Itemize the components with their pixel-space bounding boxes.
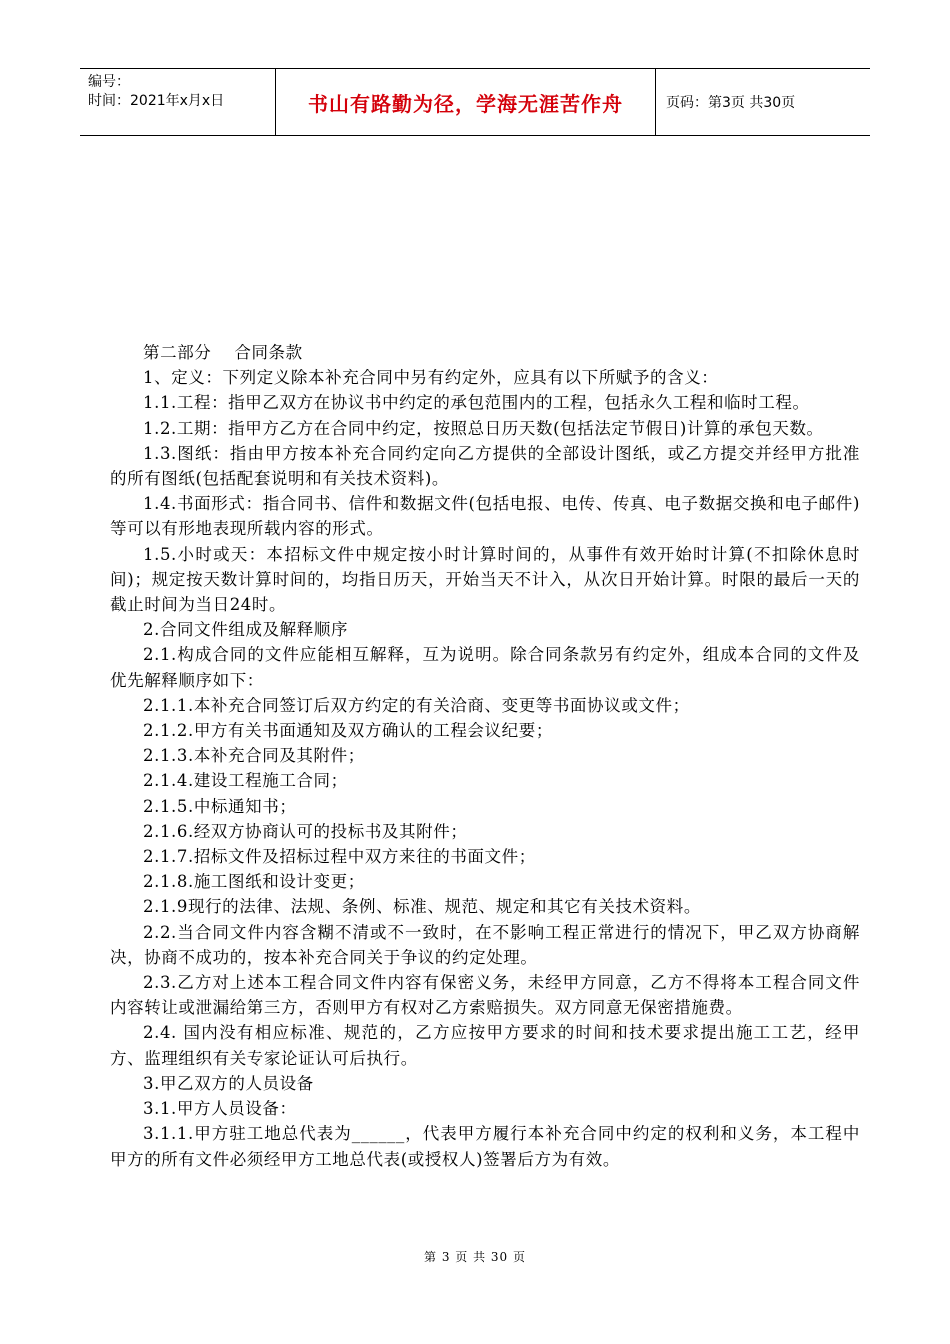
- paragraph: 3.甲乙双方的人员设备: [143, 1073, 314, 1093]
- date-line: 时间：2021年x月x日: [88, 93, 225, 109]
- paragraph: 2.2.当合同文件内容含糊不清或不一致时，在不影响工程正常进行的情况下，甲乙双方协商解决，协商不成功的，按本补充合同关于争议的约定处理。: [110, 922, 860, 967]
- paragraph: 2.1.6.经双方协商认可的投标书及其附件；: [143, 821, 468, 841]
- number-label: 编号：: [88, 74, 130, 90]
- paragraph: 2.1.8.施工图纸和设计变更；: [143, 872, 365, 892]
- motto-text: 书山有路勤为径，学海无涯苦作舟: [308, 91, 623, 116]
- page-code: 页码：第3页 共30页: [666, 95, 796, 111]
- footer-page-number: 第 3 页 共 30 页: [424, 1250, 526, 1264]
- page-footer: [0, 1248, 950, 1265]
- paragraph: 1.2.工期：指甲方乙方在合同中约定，按照总日历天数(包括法定节假日)计算的承包天数。: [143, 418, 824, 438]
- header-motto-cell: [276, 69, 656, 135]
- section-title: 第二部分 合同条款: [143, 343, 303, 362]
- paragraph: 3.1.甲方人员设备：: [143, 1099, 297, 1119]
- paragraph: 1.3.图纸：指由甲方按本补充合同约定向乙方提供的全部设计图纸，或乙方提交并经甲方批准的所有图纸(包括配套说明和有关技术资料)。: [110, 443, 860, 489]
- paragraph: 1、定义：下列定义除本补充合同中另有约定外，应具有以下所赋予的含义：: [143, 368, 719, 388]
- paragraph: 1.5.小时或天：本招标文件中规定按小时计算时间的，从事件有效开始时计算(不扣除休息时间)；规定按天数计算时间的，均指日历天，开始当天不计入，从次日开始计算。时限的最后一天的截止时间为当日24时。: [110, 544, 860, 615]
- paragraph: 2.1.2.甲方有关书面通知及双方确认的工程会议纪要；: [143, 721, 553, 741]
- paragraph: 2.1.构成合同的文件应能相互解释，互为说明。除合同条款另有约定外，组成本合同的文件及优先解释顺序如下：: [110, 645, 860, 690]
- paragraph: 2.3.乙方对上述本工程合同文件内容有保密义务，未经甲方同意，乙方不得将本工程合同文件内容转让或泄漏给第三方，否则甲方有权对乙方索赔损失。双方同意无保密措施费。: [110, 973, 860, 1018]
- paragraph: 3.1.1.甲方驻工地总代表为______，代表甲方履行本补充合同中约定的权利和义务，本工程中甲方的所有文件必须经甲方工地总代表(或授权人)签署后方为有效。: [110, 1124, 860, 1169]
- paragraph: 2.1.7.招标文件及招标过程中双方来往的书面文件；: [143, 847, 536, 867]
- paragraph: 2.1.1.本补充合同签订后双方约定的有关洽商、变更等书面协议或文件；: [143, 695, 690, 715]
- paragraph: 1.1.工程：指甲乙双方在协议书中约定的承包范围内的工程，包括永久工程和临时工程。: [143, 393, 810, 413]
- paragraph: 1.4.书面形式：指合同书、信件和数据文件(包括电报、电传、传真、电子数据交换和电子邮件)等可以有形地表现所载内容的形式。: [110, 494, 861, 539]
- paragraph: 2.1.9现行的法律、法规、条例、标准、规范、规定和其它有关技术资料。: [143, 897, 701, 917]
- header-page-code-cell: [656, 69, 870, 135]
- paragraph: 2.1.4.建设工程施工合同；: [143, 771, 348, 791]
- paragraph: 2.1.3.本补充合同及其附件；: [143, 746, 365, 766]
- paragraph: 2.4. 国内没有相应标准、规范的，乙方应按甲方要求的时间和技术要求提出施工工艺，经甲方、监理组织有关专家论证认可后执行。: [110, 1023, 860, 1068]
- paragraph: 2.合同文件组成及解释顺序: [143, 620, 349, 640]
- paragraph: 2.1.5.中标通知书；: [143, 796, 297, 816]
- document-body: [110, 340, 860, 1172]
- header-info: [80, 69, 276, 135]
- page-header: [80, 68, 870, 136]
